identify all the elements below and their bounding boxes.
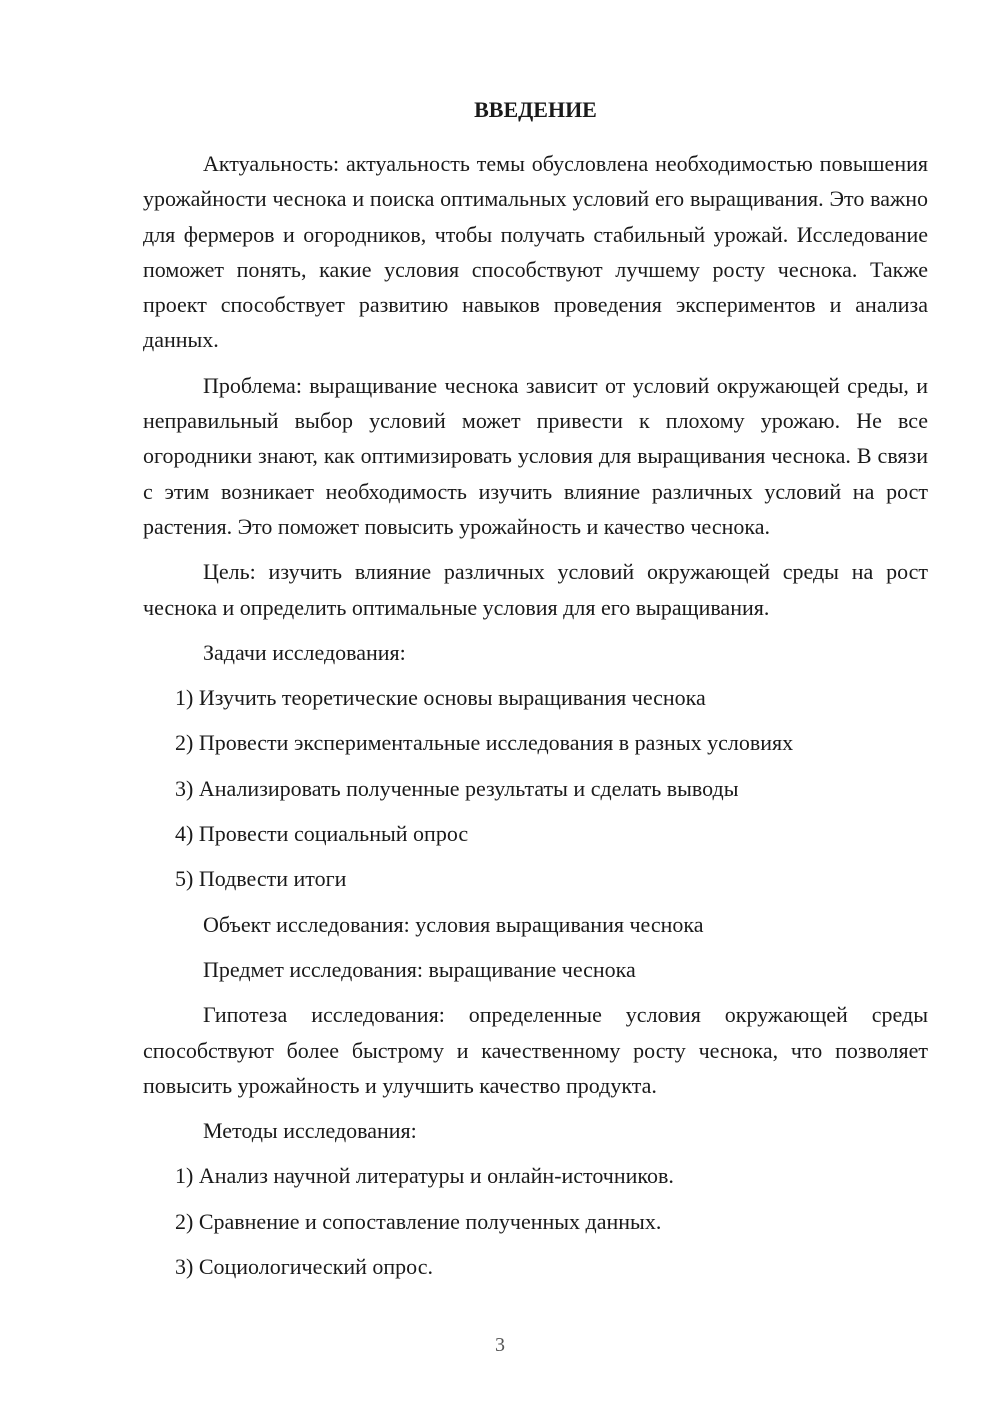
methods-heading: Методы исследования: [203, 1118, 417, 1144]
list-item: 3) Социологический опрос. [175, 1254, 433, 1280]
research-subject: Предмет исследования: выращивание чеснока [203, 956, 636, 982]
list-item: 5) Подвести итоги [175, 866, 347, 892]
research-object: Объект исследования: условия выращивания чеснока [203, 911, 704, 937]
tasks-heading: Задачи исследования: [203, 639, 406, 665]
problem-paragraph: Проблема: выращивание чеснока зависит от условий окружающей среды, и неправильный выбор условий может привести к плохому урожаю. Не все огородники знают, как оптимизировать условия для выращивания чеснока. В связи с этим возникает необходимость изучить влияние различных условий на рост растения. Это поможет повысить урожайность и качество чеснока. [143, 372, 928, 539]
document-page [143, 92, 928, 1294]
tasks-list [143, 680, 928, 896]
hypothesis-paragraph: Гипотеза исследования: определенные условия окружающей среды способствуют более быстрому и качественному росту чеснока, что позволяет повысить урожайность и улучшить качество продукта. [143, 1002, 928, 1098]
section-title: ВВЕДЕНИЕ [474, 97, 597, 122]
list-item: 2) Сравнение и сопоставление полученных данных. [175, 1208, 662, 1234]
list-item: 1) Изучить теоретические основы выращивания чеснока [175, 685, 706, 711]
goal-paragraph: Цель: изучить влияние различных условий окружающей среды на рост чеснока и определить оптимальные условия для его выращивания. [143, 559, 928, 620]
list-item: 1) Анализ научной литературы и онлайн-источников. [175, 1163, 674, 1189]
relevance-paragraph: Актуальность: актуальность темы обусловлена необходимостью повышения урожайности чеснока и поиска оптимальных условий его выращивания. Это важно для фермеров и огородников, чтобы получать стабильный урожай. Исследование поможет понять, какие условия способствуют лучшему росту чеснока. Также проект способствует развитию навыков проведения экспериментов и анализа данных. [143, 151, 928, 353]
list-item: 4) Провести социальный опрос [175, 821, 469, 847]
page-number: 3 [495, 1334, 505, 1356]
methods-list [143, 1158, 928, 1284]
list-item: 2) Провести экспериментальные исследования в разных условиях [175, 730, 794, 756]
list-item: 3) Анализировать полученные результаты и сделать выводы [175, 775, 739, 801]
